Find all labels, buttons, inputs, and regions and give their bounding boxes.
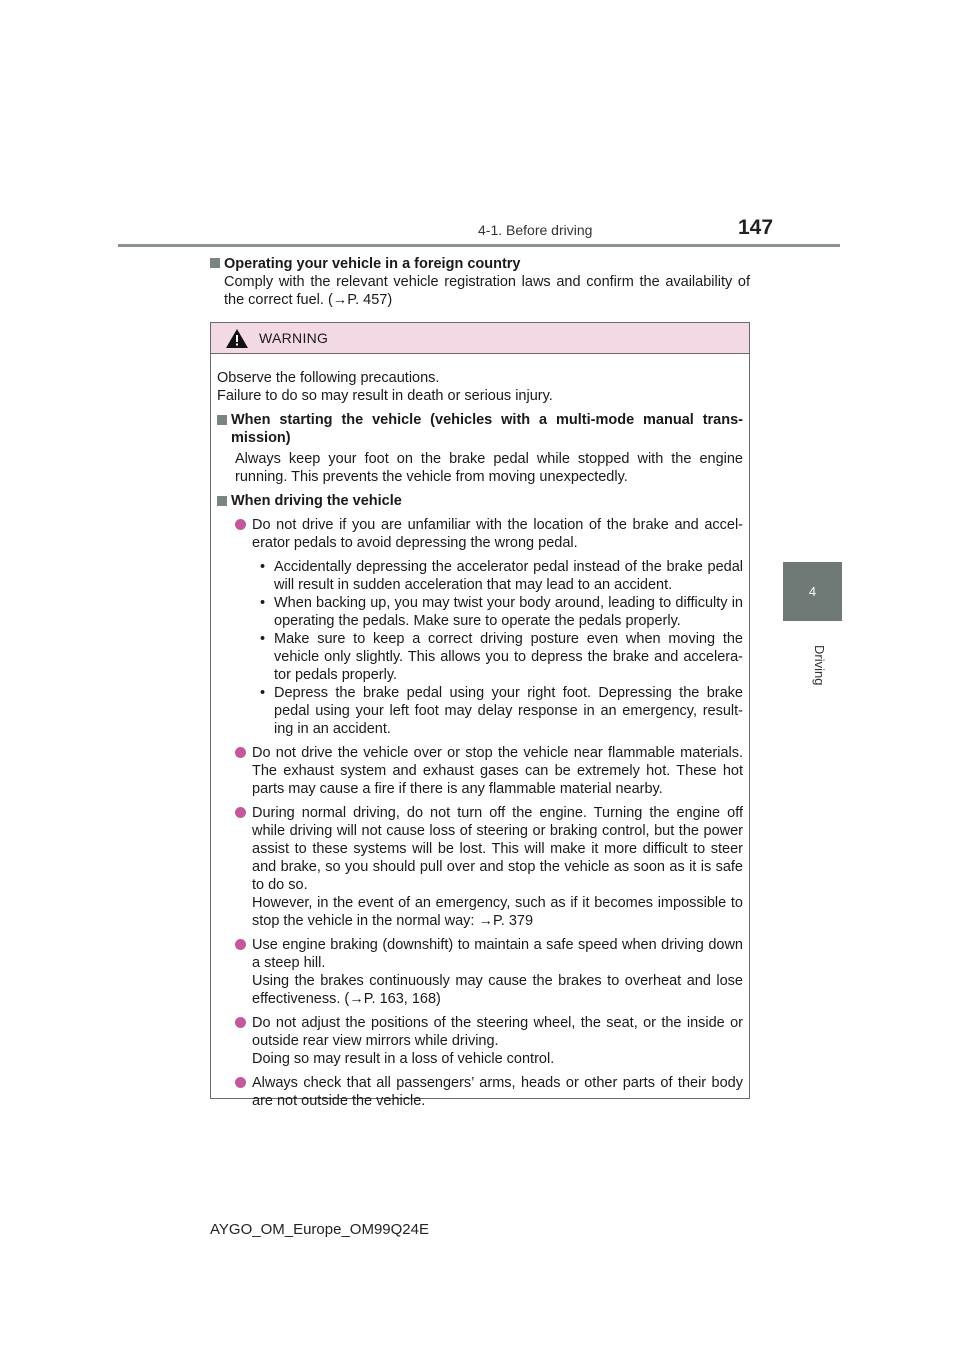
- section-title: 4-1. Before driving: [478, 222, 593, 238]
- warning-intro-1: Observe the following precautions.: [217, 370, 440, 386]
- chapter-tab[interactable]: [783, 562, 842, 621]
- intro-text: Comply with the relevant vehicle registration laws and confirm the availability of the correct fuel. (→P. 457): [224, 274, 750, 308]
- square-bullet-icon: [217, 415, 227, 425]
- sub-list-item: • Make sure to keep a correct driving posture even when moving the vehicle only slightly. This allows you to depress the brake and accelera-tor pedals properly.: [260, 631, 743, 683]
- chapter-number: 4: [808, 584, 817, 599]
- circle-bullet-icon: [235, 519, 246, 530]
- list-item: Do not adjust the positions of the steering wheel, the seat, or the inside or outside rear view mirrors while driving. Doing so may result in a loss of vehicle control.: [217, 1014, 743, 1068]
- list-item: Do not drive the vehicle over or stop the vehicle near flammable materials. The exhaust system and exhaust gases can be extremely hot. These hot parts may cause a fire if there is any flammable material nearby.: [217, 744, 743, 798]
- sub-list-item: • When backing up, you may twist your body around, leading to difficulty in operating the pedals. Make sure to operate the pedals properly.: [260, 595, 743, 629]
- sub-list-item: • Accidentally depressing the accelerator pedal instead of the brake pedal will result in sudden acceleration that may lead to an accident.: [260, 559, 743, 593]
- document-code: AYGO_OM_Europe_OM99Q24E: [210, 1221, 429, 1238]
- circle-bullet-icon: [235, 1017, 246, 1028]
- square-bullet-icon: [210, 258, 220, 268]
- intro-block: [210, 255, 750, 309]
- circle-bullet-icon: [235, 939, 246, 950]
- header-divider: [118, 244, 840, 247]
- intro-heading: Operating your vehicle in a foreign country: [224, 256, 521, 272]
- warning-body: [211, 354, 749, 1110]
- page-number: 147: [738, 216, 774, 239]
- circle-bullet-icon: [235, 1077, 246, 1088]
- section-text: Always keep your foot on the brake pedal while stopped with the engine running. This prevents the vehicle from moving unexpectedly.: [235, 451, 743, 485]
- list-item: Use engine braking (downshift) to maintain a safe speed when driving down a steep hill. Using the brakes continuously may cause the brakes to overheat and lose effectiveness. (→P. 163, 168): [217, 936, 743, 1008]
- square-bullet-icon: [217, 496, 227, 506]
- chapter-label: Driving: [812, 645, 827, 686]
- circle-bullet-icon: [235, 747, 246, 758]
- warning-intro-2: Failure to do so may result in death or serious injury.: [217, 388, 553, 404]
- list-item: Do not drive if you are unfamiliar with the location of the brake and accel-erator pedals to avoid depressing the wrong pedal.: [217, 516, 743, 552]
- warning-header: [211, 323, 749, 354]
- warning-box: [210, 322, 750, 1109]
- warning-triangle-icon: [225, 328, 249, 349]
- circle-bullet-icon: [235, 807, 246, 818]
- section-heading: When driving the vehicle: [217, 492, 743, 510]
- section-heading: When starting the vehicle (vehicles with a multi-mode manual trans-mission): [217, 411, 743, 447]
- warning-title: WARNING: [259, 330, 329, 346]
- sub-list-item: • Depress the brake pedal using your right foot. Depressing the brake pedal using your left foot may delay response in an emergency, result-ing in an accident.: [260, 685, 743, 737]
- list-item: Always check that all passengers’ arms, heads or other parts of their body are not outside the vehicle.: [217, 1074, 743, 1110]
- list-item: During normal driving, do not turn off the engine. Turning the engine off while driving will not cause loss of steering or braking control, but the power assist to these systems will be lost. This will make it more difficult to steer and brake, so you should pull over and stop the vehicle as soon as it is safe to do so. However, in the event of an emergency, such as if it becomes impossible to stop the vehicle in the normal way: →P. 379: [217, 804, 743, 930]
